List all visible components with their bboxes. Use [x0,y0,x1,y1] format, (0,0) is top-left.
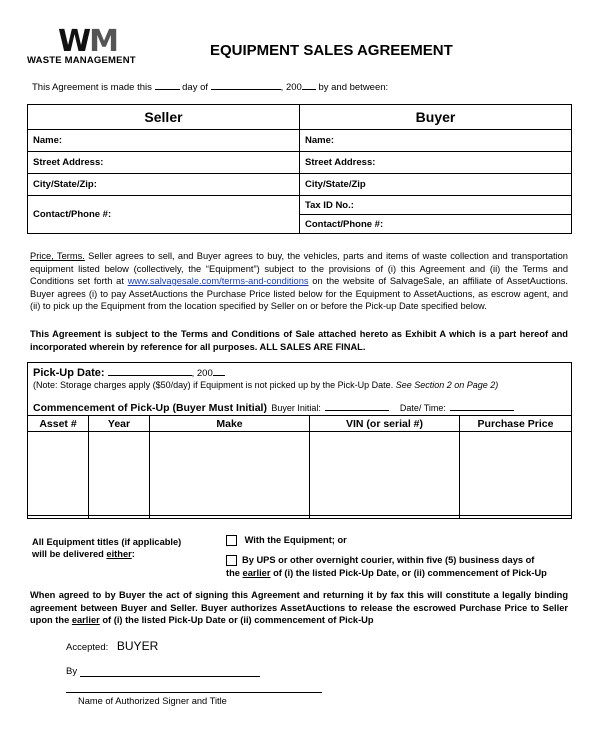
intro-text-3: , 200 [280,82,302,93]
exhibit-paragraph: This Agreement is subject to the Terms and Conditions of Sale attached hereto as Exhibit A which is a part hereof and incorporated wherein by reference for all purposes. ALL SALES ARE FINAL. [30,329,568,352]
titles-delivery-label [32,536,181,560]
titles-line-2-prefix: will be delivered [32,549,104,559]
binding-text-1: When agreed to by Buyer the act of signing this Agreement and returning it by fax this will constitute a legally binding agreement between Buyer and Seller. Buyer authorizes AssetAuctions to release the escrowed Purchase Price to Seller upon the [30,590,568,625]
signer-name-line[interactable] [66,691,322,693]
by-signature-line[interactable] [80,675,260,677]
vin-cell[interactable] [310,432,460,519]
col-year: Year [89,416,150,432]
terms-link[interactable]: www.salvagesale.com/terms-and-conditions [127,276,309,286]
date-time-label: Date/ Time: [399,403,446,413]
storage-note-section: Section 2 on Page 2) [414,380,499,390]
intro-text-1: This Agreement is made this [32,82,152,93]
by-label: By [66,666,78,677]
seller-header: Seller [28,105,300,130]
binding-earlier: earlier [71,615,100,625]
buyer-initial-blank[interactable] [325,401,389,411]
option-2-line-2: of (i) the listed Pick-Up Date, or (ii) commencement of Pick-Up [273,567,547,578]
logo-subtitle: WASTE MANAGEMENT [27,55,136,66]
seller-street-field[interactable]: Street Address: [28,152,300,174]
accepted-label: Accepted: [66,642,109,653]
intro-text-2: day of [182,82,209,93]
buyer-contact-field[interactable]: Contact/Phone #: [300,215,572,234]
price-cell[interactable] [460,432,572,519]
buyer-initial-label: Buyer Initial: [271,403,321,413]
courier-checkbox[interactable] [226,555,237,566]
month-blank[interactable] [211,80,281,90]
parties-table [27,104,572,234]
storage-note [33,380,498,390]
intro-text-4: by and between: [318,82,389,93]
day-blank[interactable] [155,80,180,90]
buyer-name-field[interactable]: Name: [300,130,572,152]
seller-contact-field[interactable]: Contact/Phone #: [28,196,300,234]
storage-note-see: See [395,380,412,390]
date-time-blank[interactable] [450,401,514,411]
accepted-line [66,639,158,653]
option-2-line-1: By UPS or other overnight courier, within five (5) business days of [242,555,535,565]
year-cell[interactable] [89,432,150,519]
titles-either: either [106,549,132,559]
price-terms-text-2: on the website of SalvageSale, an affiliate of AssetAuctions. Buyer agrees (i) to pay AssetAuctions the Purchase Price listed below for the Equipment to AssetAuctions, as escrow agent, and (ii) to pick up the Equipment from the location specified by Seller on or before the Pick-up Date specified below. [30,276,568,311]
option-by-courier [226,554,547,579]
seller-name-field[interactable]: Name: [28,130,300,152]
accepted-party: BUYER [116,639,159,653]
pickup-date-blank[interactable] [108,366,192,376]
option-2-earlier: earlier [242,567,271,578]
option-2-prefix: the [226,567,240,578]
logo-letter-m: M [89,24,117,59]
option-1-label: With the Equipment; or [244,535,347,545]
col-make: Make [150,416,310,432]
binding-text-2: of (i) the listed Pick-Up Date or (ii) commencement of Pick-Up [102,615,374,625]
pickup-year-blank[interactable] [213,366,225,376]
buyer-taxid-field[interactable]: Tax ID No.: [300,196,572,215]
titles-line-1: All Equipment titles (if applicable) [32,537,182,547]
pickup-date-line [33,366,225,379]
buyer-header: Buyer [300,105,572,130]
price-terms-heading: Price, Terms. [30,251,85,261]
seller-city-field[interactable]: City/State/Zip: [28,174,300,196]
pickup-date-label: Pick-Up Date: [33,367,105,379]
asset-table [27,415,572,519]
commencement-label: Commencement of Pick-Up (Buyer Must Initial) [33,402,267,414]
signer-caption: Name of Authorized Signer and Title [78,696,227,706]
price-terms-paragraph [30,250,568,313]
asset-cell[interactable] [28,432,89,519]
col-asset: Asset # [28,416,89,432]
page-title: EQUIPMENT SALES AGREEMENT [210,42,453,59]
option-with-equipment [226,535,347,546]
binding-paragraph [30,589,568,627]
intro-line [32,80,388,93]
year-blank[interactable] [302,80,316,90]
buyer-city-field[interactable]: City/State/Zip [300,174,572,196]
col-purchase-price: Purchase Price [460,416,572,432]
wm-logo [58,24,117,59]
titles-line-2-suffix: : [131,549,135,559]
pickup-year-prefix: , 200 [191,368,213,379]
buyer-street-field[interactable]: Street Address: [300,152,572,174]
commencement-line [33,398,514,416]
logo-letter-w: W [58,24,90,59]
make-cell[interactable] [150,432,310,519]
with-equipment-checkbox[interactable] [226,535,237,546]
col-vin: VIN (or serial #) [310,416,460,432]
storage-note-main: (Note: Storage charges apply ($50/day) if Equipment is not picked up by the Pick-Up Date. [33,380,394,390]
price-terms-text-1: Seller agrees to sell, and Buyer agrees to buy, the vehicles, parts and items of waste collection and transportation equipment listed below (collectively, the “Equipment”) subject to the provisions of (i) this Agreement and (ii) the Terms and Conditions set forth at [30,251,568,286]
